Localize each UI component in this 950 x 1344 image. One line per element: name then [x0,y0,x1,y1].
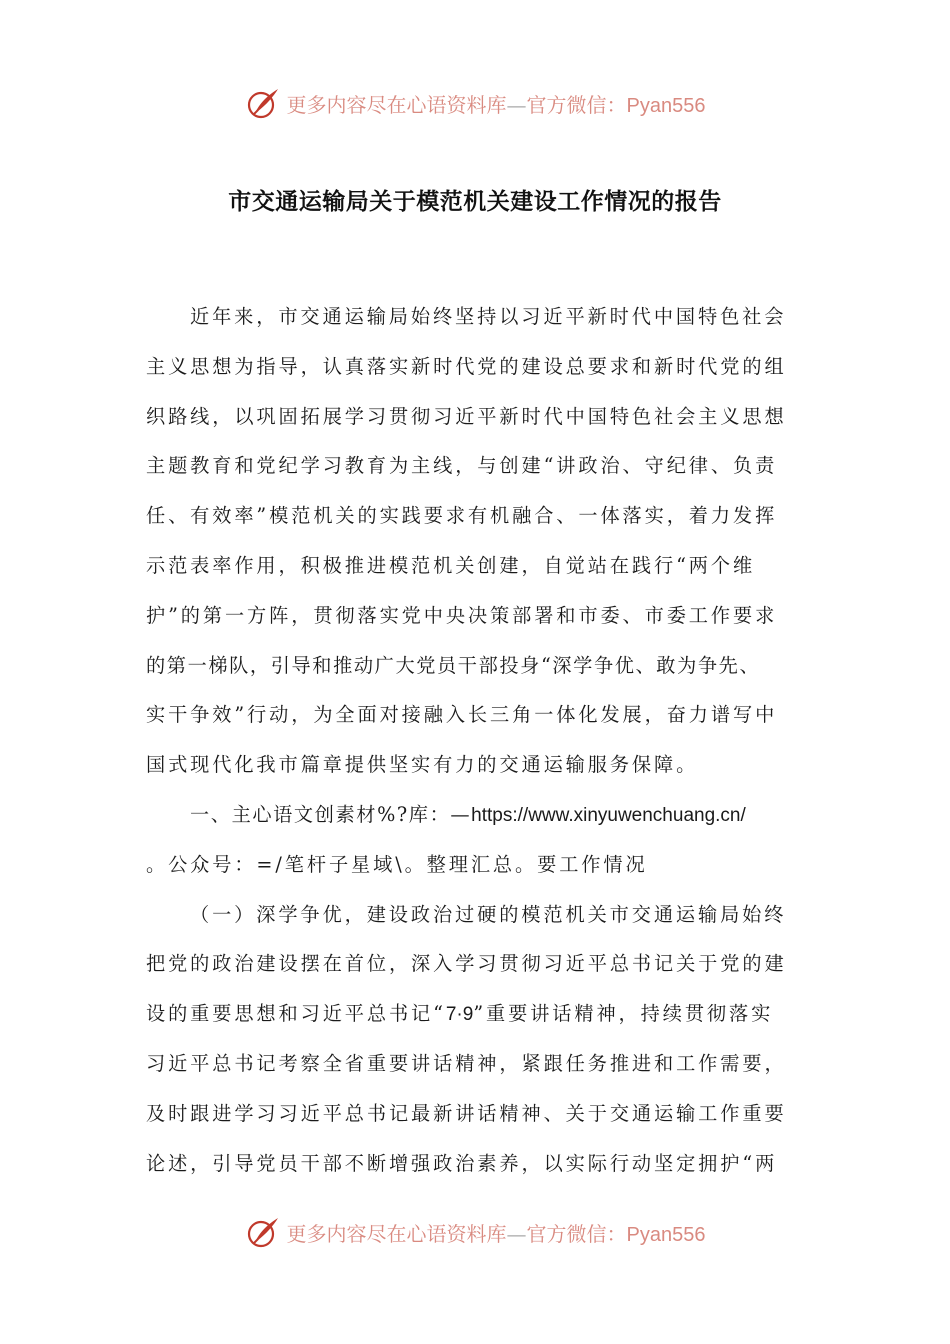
paragraph-line: 主义思想为指导，认真落实新时代党的建设总要求和新时代党的组 [146,354,787,378]
paragraph-line: 论述，引导党员干部不断增强政治素养，以实际行动坚定拥护“两 [146,1151,778,1175]
source-url: https://www.xinyuwenchuang.cn/ [471,804,746,826]
paragraph-line [146,989,818,1039]
line-text: ”重要讲话精神，持续贯彻落实 [473,1002,774,1026]
quill-logo-icon [245,1214,281,1250]
paragraph-line: 任、有效率”模范机关的实践要求有机融合、一体落实，着力发挥 [146,504,778,528]
document-body [146,292,818,1188]
document-title: 市交通运输局关于模范机关建设工作情况的报告 [228,189,722,215]
paragraph-line: 护”的第一方阵，贯彻落实党中央决策部署和市委、市委工作要求 [146,603,778,627]
paragraph-line: 国式现代化我市篇章提供坚实有力的交通运输服务保障。 [146,753,699,777]
paragraph-line: （一）深学争优，建设政治过硬的模范机关市交通运输局始终 [190,902,787,926]
paragraph-line: 的第一梯队，引导和推动广大党员干部投身“深学争优、敢为争先、 [146,653,761,677]
paragraph-line: 习近平总书记考察全省重要讲话精神，紧跟任务推进和工作需要， [146,1051,787,1075]
section-heading-line: 。公众号：=/笔杆子星域\。整理汇总。要工作情况 [146,852,648,876]
paragraph-line: 及时跟进学习习近平总书记最新讲话精神、关于交通运输工作重要 [146,1101,787,1125]
watermark-text: 更多内容尽在心语资料库—官方微信：Pyan556 [286,1221,706,1246]
section-heading-line [146,790,818,840]
watermark-header [0,83,950,123]
line-text: 设的重要思想和习近平总书记“ [146,1002,446,1026]
paragraph-line: 把党的政治建设摆在首位，深入学习贯彻习近平总书记关于党的建 [146,952,787,976]
watermark-footer [0,1212,950,1252]
section-heading-text: 一、主心语文创素材%?库：— [190,802,472,826]
speech-date: 7·9 [445,1004,474,1026]
paragraph-line: 主题教育和党纪学习教育为主线，与创建“讲政治、守纪律、负责 [146,454,778,478]
quill-logo-icon [245,85,281,121]
paragraph-line: 织路线，以巩固拓展学习贯彻习近平新时代中国特色社会主义思想 [146,404,787,428]
watermark-text: 更多内容尽在心语资料库—官方微信：Pyan556 [286,92,706,117]
paragraph-line: 近年来，市交通运输局始终坚持以习近平新时代中国特色社会 [190,305,787,328]
paragraph-line: 实干争效”行动，为全面对接融入长三角一体化发展，奋力谱写中 [146,703,778,727]
paragraph-line: 示范表率作用，积极推进模范机关创建，自觉站在践行“两个维 [146,553,756,577]
